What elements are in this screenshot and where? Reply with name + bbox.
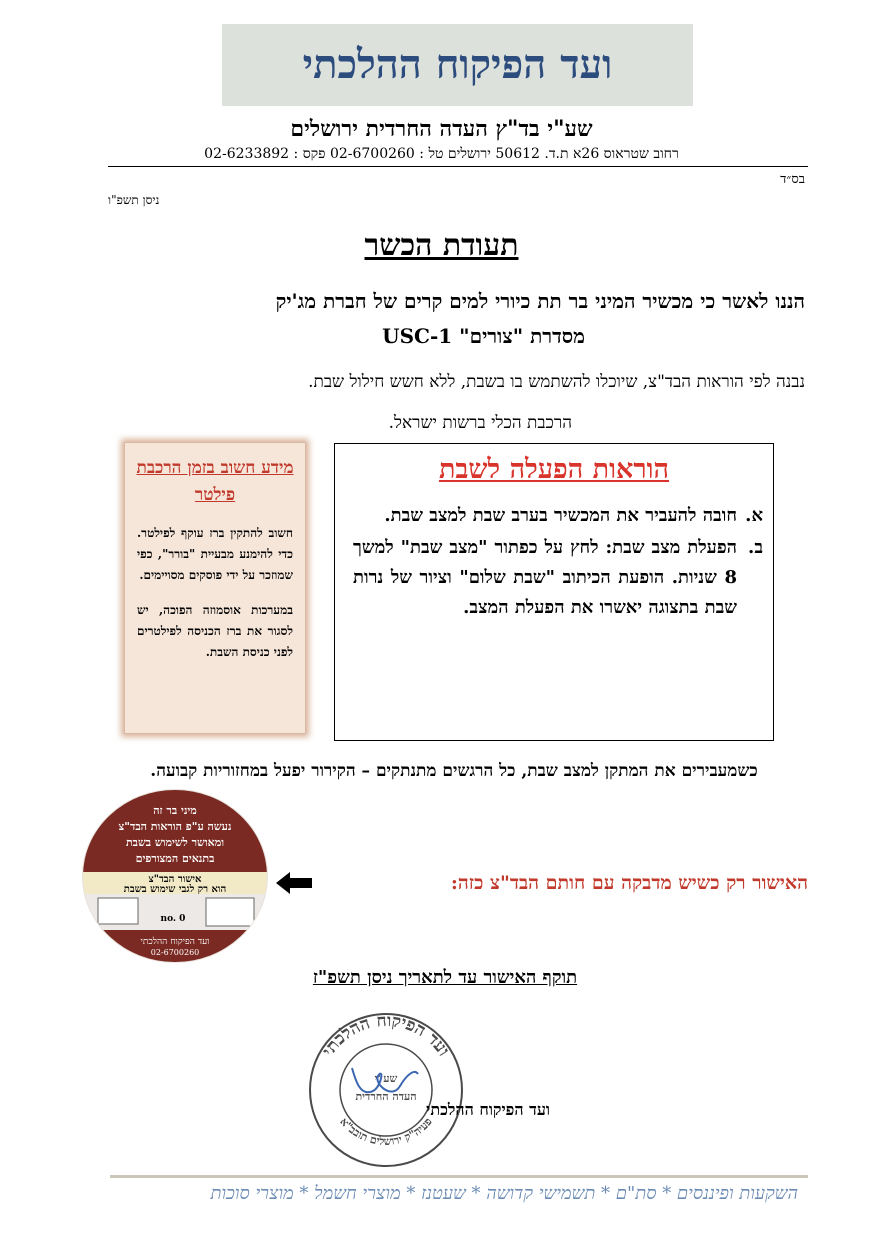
sticker-serial: no. 0	[160, 914, 186, 924]
instruction-text: חובה להעביר את המכשיר בערב שבת למצב שבת.	[384, 505, 737, 526]
stamp-top-text: ועד הפיקוח ההלכתי	[318, 1010, 454, 1060]
sticker-line-6: הוא רק לגבי שימוש בשבת	[123, 884, 227, 895]
validity-date: תוקף האישור עד לתאריך ניסן תשפ"ז	[312, 967, 578, 988]
letterhead-subtitle: שע"י בד"ץ העדה החרדית ירושלים	[290, 116, 593, 142]
footer-services: השקעות ופיננסים * סת"ם * תשמישי קדושה * שעטנז * מוצרי חשמל * מוצרי סוכות	[210, 1183, 798, 1204]
instruction-text: הפעלת מצב שבת: לחץ על כפתור "מצב שבת" למשך 8 שניות. הופעת הכיתוב "שבת שלום" וציור של נרות שבת בתצוגה יאשרו את הפעלת המצב.	[353, 537, 737, 618]
sticker-line-4: בתנאים המצורפים	[135, 852, 215, 865]
sticker-line-3: ומאושר לשימוש בשבת	[125, 836, 225, 849]
letterhead-title: ועד הפיקוח ההלכתי	[302, 41, 613, 88]
sticker-line-7: ועד הפיקוח ההלכתי	[140, 937, 210, 947]
closing-note: כשמעבירים את המתקן למצב שבת, כל הרגשים מתנתקים – הקירור יפעל במחזוריות קבועה.	[150, 761, 758, 781]
signature-line: ועד הפיקוח ההלכתי	[426, 1100, 550, 1119]
shabbat-instructions-title: הוראות הפעלה לשבת	[438, 454, 670, 485]
intro-line-4: הרכבת הכלי ברשות ישראל.	[388, 413, 572, 433]
footer-divider	[110, 1175, 808, 1178]
instruction-item	[353, 501, 763, 531]
approval-note: האישור רק כשיש מדבקה עם חותם הבד"צ כזה:	[450, 872, 808, 894]
header-divider	[108, 166, 808, 167]
stamp-middle-text-2: העדה החרדית	[355, 1090, 417, 1103]
sticker-phone: 02-6700260	[150, 948, 200, 957]
letterhead-address: רחוב שטראוס 26א ת.ד. 50612 ירושלים טל : 02-6700260 פקס : 02-6233892	[204, 146, 679, 162]
sticker-line-5: אישור הבד"צ	[148, 874, 202, 885]
shabbat-instructions-box	[334, 443, 774, 741]
certificate-title: תעודת הכשר	[364, 228, 519, 263]
instructions-list	[335, 501, 773, 623]
filter-info-title: מידע חשוב בזמן הרכבת פילטר	[136, 458, 294, 505]
approval-sticker-image	[78, 788, 272, 964]
instruction-marker: א.	[745, 505, 763, 526]
round-stamp-image	[296, 1010, 476, 1170]
sticker-line-2: נעשה ע"פ הוראות הבד"צ	[118, 820, 232, 833]
intro-line-1: הננו לאשר כי מכשיר המיני בר תת כיורי למים קרים של חברת מג'יק	[275, 289, 805, 313]
filter-info-box	[124, 442, 306, 734]
filter-info-paragraph-1: חשוב להתקין ברז עוקף לפילטר. כדי להימנע מבעיית "בורר", כפי שמוזכר על ידי פוסקים מסויימים.	[137, 526, 293, 582]
svg-text:ועד הפיקוח ההלכתי	[318, 1011, 453, 1060]
intro-line-3: נבנה לפי הוראות הבד"צ, שיוכלו להשתמש בו בשבת, ללא חשש חילול שבת.	[308, 372, 805, 392]
document-date: ניסן תשפ"ו	[108, 193, 160, 207]
intro-line-2: מסדרת "צורים" USC-1	[382, 324, 585, 348]
besd-mark: בס״ד	[780, 172, 805, 187]
filter-info-paragraph-2: במערכות אוסמוזה הפוכה, יש לסגור את ברז הכניסה לפילטרים לפני כניסת השבת.	[137, 603, 293, 659]
stamp-middle-text-1: שע"י	[374, 1072, 398, 1085]
arrow-left-icon	[276, 872, 312, 894]
instruction-item	[353, 533, 763, 623]
instruction-marker: ב.	[748, 537, 763, 558]
stamp-bottom-text: פעיה"ק ירושלים תובב"א	[337, 1115, 435, 1148]
sticker-line-1: מיני בר זה	[153, 804, 197, 817]
